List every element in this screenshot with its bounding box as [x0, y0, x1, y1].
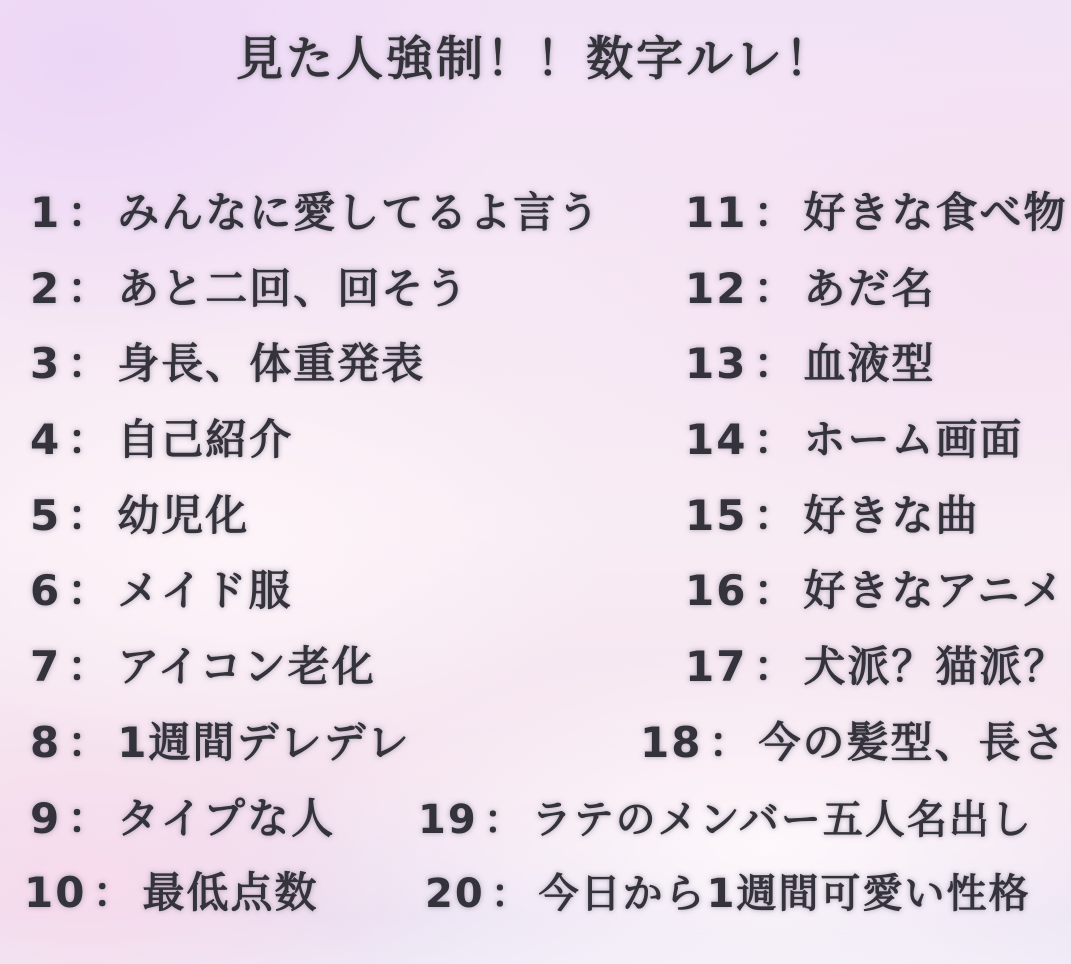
item-number: 12 — [685, 264, 748, 313]
item-number: 15 — [685, 491, 748, 540]
item-number: 11 — [685, 188, 748, 237]
list-item — [685, 256, 935, 316]
list-item — [640, 710, 1066, 770]
item-separator: ： — [753, 642, 798, 691]
item-text: アイコン老化 — [117, 642, 376, 691]
item-text: 幼児化 — [117, 491, 250, 540]
item-text: 最低点数 — [142, 868, 319, 917]
item-text: 血液型 — [803, 339, 936, 388]
item-separator: ： — [67, 794, 112, 843]
list-item — [685, 634, 1067, 694]
item-separator: ： — [67, 339, 112, 388]
item-number: 13 — [685, 339, 748, 388]
item-separator: ： — [67, 642, 112, 691]
list-item — [30, 558, 292, 618]
item-text: 犬派？猫派？ — [803, 642, 1068, 691]
item-number: 19 — [418, 797, 478, 843]
item-text: 好きな曲 — [803, 491, 980, 540]
item-text: タイプな人 — [117, 794, 336, 843]
item-separator: ： — [67, 188, 112, 237]
list-item — [30, 786, 335, 846]
item-separator: ： — [490, 871, 533, 917]
item-separator: ： — [67, 718, 112, 767]
item-text: みんなに愛してるよ言う — [117, 188, 602, 237]
list-item — [685, 180, 1067, 240]
item-number: 18 — [640, 718, 703, 767]
item-number: 16 — [685, 566, 748, 615]
item-text: メイド服 — [117, 566, 293, 615]
list-item — [30, 710, 411, 770]
item-separator: ： — [753, 491, 798, 540]
item-number: 4 — [30, 415, 62, 464]
item-number: 10 — [24, 868, 87, 917]
item-separator: ： — [67, 566, 112, 615]
list-item — [30, 483, 249, 543]
item-text: ラテのメンバー五人名出し — [531, 797, 1033, 843]
item-number: 17 — [685, 642, 748, 691]
item-text: 好きなアニメ — [803, 566, 1066, 615]
item-text: 身長、体重発表 — [117, 339, 426, 388]
item-number: 20 — [425, 871, 485, 917]
list-item — [685, 483, 979, 543]
item-number: 5 — [30, 491, 62, 540]
page-title: 見た人強制！！数字ルレ！ — [236, 32, 835, 87]
item-number: 8 — [30, 718, 62, 767]
item-separator: ： — [92, 868, 137, 917]
item-separator: ： — [753, 566, 798, 615]
list-item — [418, 788, 1033, 845]
item-text: 自己紹介 — [117, 415, 294, 464]
item-separator: ： — [67, 491, 112, 540]
item-number: 6 — [30, 566, 62, 615]
item-separator: ： — [753, 264, 798, 313]
item-number: 1 — [30, 188, 62, 237]
list-item — [685, 558, 1065, 618]
item-separator: ： — [708, 718, 753, 767]
list-item — [30, 180, 601, 240]
list-item — [30, 256, 469, 316]
item-text: ホーム画面 — [803, 415, 1024, 464]
item-separator: ： — [67, 264, 112, 313]
item-separator: ： — [753, 188, 798, 237]
item-separator: ： — [483, 797, 526, 843]
item-text: 1週間デレデレ — [117, 718, 411, 767]
list-item — [30, 407, 293, 467]
item-text: あだ名 — [803, 264, 936, 313]
item-text: 今日から1週間可愛い性格 — [538, 871, 1031, 917]
list-item — [30, 634, 376, 694]
item-number: 2 — [30, 264, 62, 313]
item-number: 9 — [30, 794, 62, 843]
item-number: 7 — [30, 642, 62, 691]
item-number: 14 — [685, 415, 748, 464]
item-text: あと二回、回そう — [117, 264, 470, 313]
item-number: 3 — [30, 339, 62, 388]
list-item — [24, 860, 318, 920]
item-separator: ： — [67, 415, 112, 464]
list-item — [685, 331, 935, 391]
item-separator: ： — [753, 339, 798, 388]
item-separator: ： — [753, 415, 798, 464]
item-text: 好きな食べ物 — [803, 188, 1068, 237]
list-item — [685, 407, 1023, 467]
list-item — [30, 331, 425, 391]
list-item — [425, 862, 1031, 919]
item-text: 今の髪型、長さ — [758, 718, 1067, 767]
